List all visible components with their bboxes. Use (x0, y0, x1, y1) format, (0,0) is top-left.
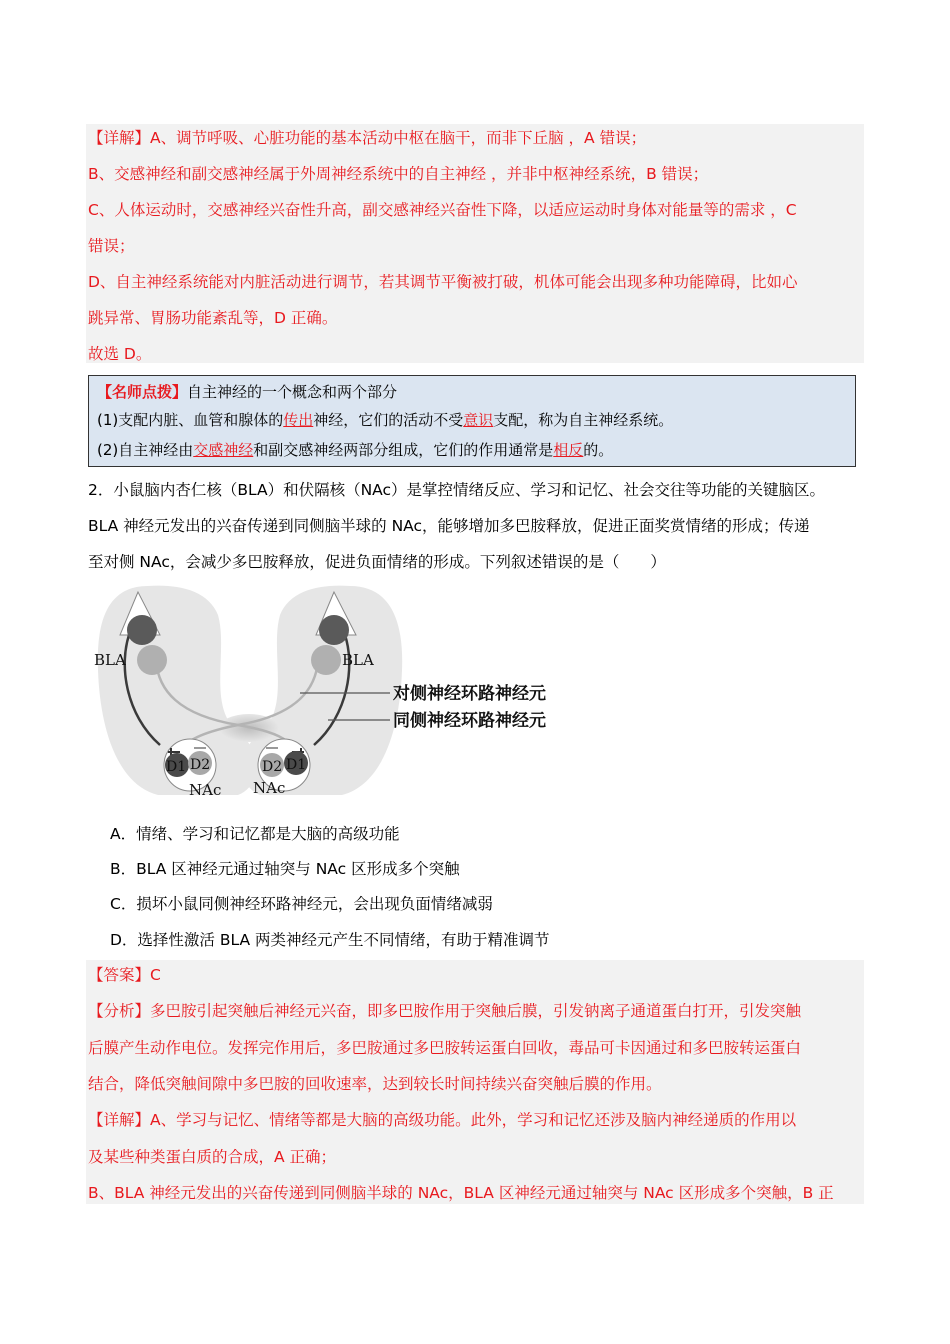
tip-line-1-c: 支配，称为自主神经系统。 (493, 411, 674, 429)
tip-heading: 自主神经的一个概念和两个部分 (187, 383, 398, 401)
detail-line-5: D、自主神经系统能对内脏活动进行调节，若其调节平衡被打破，机体可能会出现多种功能障碍，比如心 (88, 273, 798, 291)
detail-line-3: C、人体运动时，交感神经兴奋性升高，副交感神经兴奋性下降，以适应运动时身体对能量等的需求 ，C (88, 201, 797, 219)
answer-line: 【答案】C (88, 966, 161, 984)
answer-detail-line-1: 【详解】A、学习与记忆、情绪等都是大脑的高级功能。此外，学习和记忆还涉及脑内神经递质的作用以 (88, 1111, 797, 1129)
teacher-tip-box (88, 375, 856, 467)
option-a: A．情绪、学习和记忆都是大脑的高级功能 (110, 825, 400, 843)
analysis-line-2: 后膜产生动作电位。发挥完作用后，多巴胺通过多巴胺转运蛋白回收，毒品可卡因通过和多巴胺转运蛋白 (88, 1039, 802, 1057)
tip-line-1-b: 神经，它们的活动不受 (313, 411, 464, 429)
option-b: B．BLA 区神经元通过轴突与 NAc 区形成多个突触 (110, 860, 460, 878)
detail-line-2: B、交感神经和副交感神经属于外周神经系统中的自主神经 ，并非中枢神经系统，B 错误； (88, 165, 709, 183)
tip-title: 【名师点拨】 (97, 383, 188, 401)
tip-key-outgoing: 传出 (283, 411, 314, 429)
left-nac-label: NAc (189, 781, 222, 799)
right-bla-dark-cell (319, 615, 349, 645)
tip-line-2-b: 和副交感神经两部分组成，它们的作用通常是 (253, 441, 554, 459)
left-d1-label: D1 (166, 759, 187, 775)
tip-line-2 (97, 440, 613, 460)
analysis-line-3: 结合，降低突触间隙中多巴胺的回收速率，达到较长时间持续兴奋突触后膜的作用。 (88, 1075, 662, 1093)
detail-line-6: 跳异常、胃肠功能紊乱等，D 正确。 (88, 309, 338, 327)
detail-line-1: 【详解】A、调节呼吸、心脏功能的基本活动中枢在脑干，而非下丘脑 ，A 错误； (88, 129, 647, 147)
tip-key-consciousness: 意识 (463, 411, 494, 429)
ipsilateral-neuron-label: 同侧神经环路神经元 (393, 711, 546, 731)
tip-line-2-c: 的。 (583, 441, 614, 459)
tip-heading-row (97, 382, 397, 402)
tip-line-2-a: (2)自主神经由 (97, 441, 194, 459)
left-bla-light-cell (137, 645, 167, 675)
answer-detail-line-3: B、BLA 神经元发出的兴奋传递到同侧脑半球的 NAc，BLA 区神经元通过轴突与 NAc 区形成多个突触，B 正 (88, 1184, 834, 1202)
detail-line-4: 错误； (88, 237, 135, 255)
analysis-line-1: 【分析】多巴胺引起突触后神经元兴奋，即多巴胺作用于突触后膜，引发钠离子通道蛋白打开，引发突触 (88, 1002, 802, 1020)
contralateral-neuron-label: 对侧神经环路神经元 (393, 684, 546, 704)
question-line-3: 至对侧 NAc，会减少多巴胺释放，促进负面情绪的形成。下列叙述错误的是（ ） (88, 553, 666, 571)
question-line-2: BLA 神经元发出的兴奋传递到同侧脑半球的 NAc，能够增加多巴胺释放，促进正面奖赏情绪的形成；传递 (88, 517, 810, 535)
right-d1-label: D1 (286, 757, 307, 773)
left-d2-label: D2 (190, 757, 211, 773)
right-d2-label: D2 (262, 759, 283, 775)
answer-detail-line-2: 及某些种类蛋白质的合成，A 正确； (88, 1148, 337, 1166)
tip-line-1 (97, 410, 673, 430)
right-bla-label: BLA (342, 651, 374, 669)
tip-key-opposite: 相反 (553, 441, 584, 459)
option-d: D．选择性激活 BLA 两类神经元产生不同情绪，有助于精准调节 (110, 931, 550, 949)
detail-line-7: 故选 D。 (88, 345, 152, 363)
right-nac-label: NAc (253, 779, 286, 797)
option-c: C．损坏小鼠同侧神经环路神经元，会出现负面情绪减弱 (110, 895, 493, 913)
tip-line-1-a: (1)支配内脏、血管和腺体的 (97, 411, 284, 429)
tip-key-sympathetic: 交感神经 (193, 441, 254, 459)
left-bla-label: BLA (94, 651, 126, 669)
right-bla-light-cell (311, 645, 341, 675)
left-bla-dark-cell (127, 615, 157, 645)
brain-circuit-diagram (88, 580, 588, 802)
question-line-1: 2．小鼠脑内杏仁核（BLA）和伏隔核（NAc）是掌控情绪反应、学习和记忆、社会交往等功能的关键脑区。 (88, 481, 826, 499)
